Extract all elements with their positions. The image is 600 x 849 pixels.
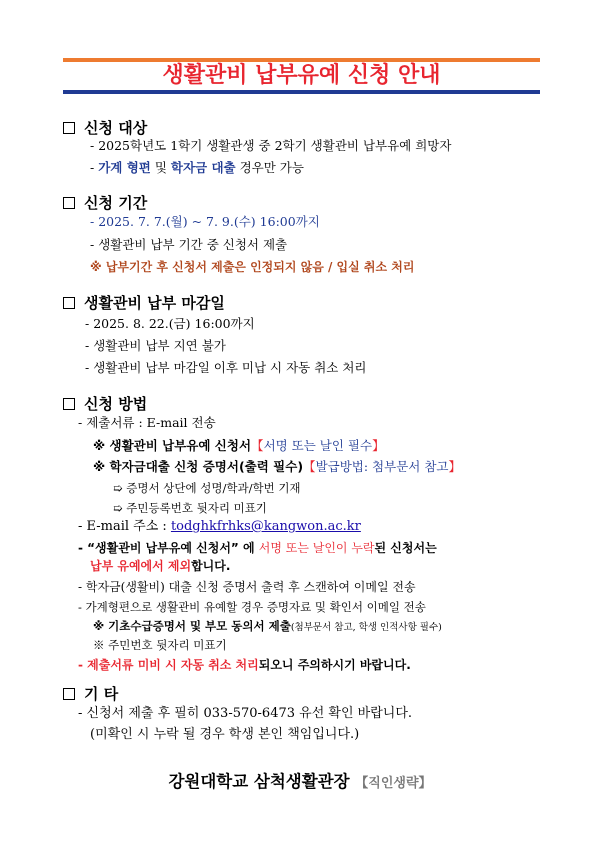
method-line-13: - 제출서류 미비 시 자동 취소 처리되오니 주의하시기 바랍니다. [78, 658, 411, 672]
method-line-10: - 가계형편으로 생활관비 유예할 경우 증명자료 및 확인서 이메일 전송 [78, 600, 426, 614]
method-note-2: ➯ 주민등록번호 뒷자리 미표기 [113, 501, 267, 515]
method-line-1: - 제출서류 : E-mail 전송 [78, 415, 216, 430]
method-line-7: - “생활관비 납부유예 신청서” 에 서명 또는 날인이 누락된 신청서는 [78, 541, 437, 555]
deadline-line-2: - 생활관비 납부 지연 불가 [85, 338, 226, 353]
section-heading-target: 신청 대상 [63, 117, 147, 138]
period-line-2: - 생활관비 납부 기간 중 신청서 제출 [90, 237, 288, 252]
section-heading-etc: 기 타 [63, 683, 118, 704]
seal-omitted-note: 【직인생략】 [355, 776, 432, 791]
method-line-9: - 학자금(생활비) 대출 신청 증명서 출력 후 스캔하여 이메일 전송 [78, 580, 416, 594]
email-line: - E-mail 주소 : todghkfrhks@kangwon.ac.kr [78, 519, 361, 534]
checkbox-square-icon [63, 197, 75, 209]
section-heading-deadline: 생활관비 납부 마감일 [63, 292, 225, 313]
title-bottom-rule [63, 90, 540, 94]
checkbox-square-icon [63, 688, 75, 700]
period-warning: ※ 납부기간 후 신청서 제출은 인정되지 않음 / 입실 취소 처리 [90, 260, 415, 274]
issuer-name: 강원대학교 삼척생활관장 [168, 772, 350, 791]
method-line-2: ※ 생활관비 납부유예 신청서【서명 또는 날인 필수】 [93, 438, 385, 453]
deadline-line-1: - 2025. 8. 22.(금) 16:00까지 [85, 316, 255, 331]
period-line-1: - 2025. 7. 7.(월) ~ 7. 9.(수) 16:00까지 [90, 214, 320, 229]
etc-line-2: (미확인 시 누락 될 경우 학생 본인 책임입니다.) [90, 727, 360, 742]
target-line-2: - 가계 형편 및 학자금 대출 경우만 가능 [90, 160, 304, 175]
target-line-1: - 2025학년도 1학기 생활관생 중 2학기 생활관비 납부유예 희망자 [90, 138, 452, 153]
checkbox-square-icon [63, 398, 75, 410]
issuer-signature [0, 768, 600, 792]
section-heading-period: 신청 기간 [63, 192, 147, 213]
method-line-11: ※ 기초수급증명서 및 부모 동의서 제출(첨부문서 참고, 학생 인적사항 필수) [93, 619, 442, 633]
deadline-line-3: - 생활관비 납부 마감일 이후 미납 시 자동 취소 처리 [85, 360, 367, 375]
checkbox-square-icon [63, 122, 75, 134]
method-note-1: ➯ 증명서 상단에 성명/학과/학번 기재 [113, 481, 301, 495]
method-line-8: 납부 유예에서 제외합니다. [90, 559, 231, 573]
email-link[interactable]: todghkfrhks@kangwon.ac.kr [170, 519, 361, 534]
method-line-12: ※ 주민번호 뒷자리 미표기 [93, 638, 227, 652]
page-title: 생활관비 납부유예 신청 안내 [162, 63, 441, 88]
etc-line-1: - 신청서 제출 후 필히 033-570-6473 유선 확인 바랍니다. [78, 706, 413, 721]
checkbox-square-icon [63, 297, 75, 309]
section-heading-method: 신청 방법 [63, 393, 147, 414]
method-line-3: ※ 학자금대출 신청 증명서(출력 필수)【발급방법: 첨부문서 참고】 [93, 459, 461, 474]
